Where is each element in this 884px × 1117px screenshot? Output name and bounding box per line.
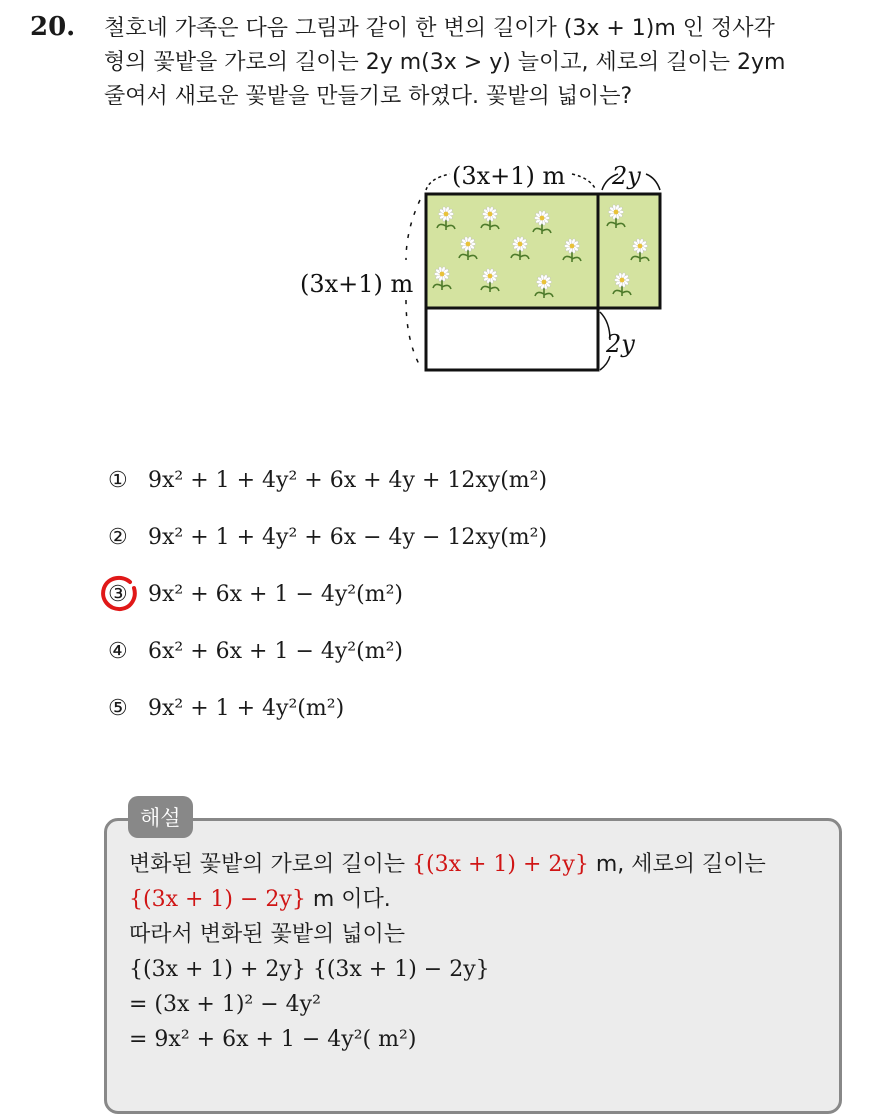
choice-1[interactable] (108, 452, 547, 509)
solution-text: 변화된 꽃밭의 가로의 길이는 (129, 852, 412, 877)
solution-line (129, 882, 766, 917)
answer-circle-mark (100, 574, 138, 612)
choice-number: ① (108, 468, 128, 493)
choice-number: ⑤ (108, 696, 128, 721)
choice-expression: 6x² + 6x + 1 − 4y²(m²) (148, 639, 403, 664)
question-text (104, 12, 864, 114)
choice-3[interactable] (108, 566, 547, 623)
top-label: (3x+1) m (452, 162, 566, 190)
left-label: (3x+1) m (300, 270, 414, 298)
solution-text: m 이다. (305, 887, 391, 912)
top-right-brace (646, 174, 660, 190)
top-brace (426, 174, 450, 190)
solution-line: 따라서 변화된 꽃밭의 넓이는 (129, 922, 406, 947)
choice-number: ④ (108, 639, 128, 664)
solution-line: {(3x + 1) + 2y} {(3x + 1) − 2y} (129, 957, 490, 982)
choice-expression: 9x² + 1 + 4y² + 6x + 4y + 12xy(m²) (148, 468, 548, 493)
solution-body (129, 847, 766, 1057)
top-right-label: 2y (612, 162, 641, 190)
solution-highlight: {(3x + 1) + 2y} (412, 852, 589, 877)
question-line: 줄여서 새로운 꽃밭을 만들기로 하였다. 꽃밭의 넓이는? (104, 84, 633, 109)
top-brace (572, 174, 596, 190)
solution-line: = (3x + 1)² − 4y² (129, 992, 321, 1017)
right-bottom-label: 2y (606, 330, 635, 358)
choice-expression: 9x² + 6x + 1 − 4y²(m²) (148, 582, 403, 607)
garden-figure (280, 150, 680, 380)
left-brace (406, 300, 420, 366)
solution-line (129, 847, 766, 882)
removed-area (426, 308, 598, 370)
choice-expression: 9x² + 1 + 4y² + 6x − 4y − 12xy(m²) (148, 525, 548, 550)
choice-number: ② (108, 525, 128, 550)
choice-5[interactable] (108, 680, 547, 737)
question-line: 철호네 가족은 다음 그림과 같이 한 변의 길이가 (3x + 1)m 인 정사각 (104, 16, 775, 41)
choice-4[interactable] (108, 623, 547, 680)
left-brace (406, 200, 420, 260)
solution-line: = 9x² + 6x + 1 − 4y²( m²) (129, 1027, 417, 1052)
choice-number: ③ (108, 582, 128, 607)
solution-text: m, 세로의 길이는 (588, 852, 766, 877)
solution-tag: 해설 (128, 796, 193, 838)
solution-highlight: {(3x + 1) − 2y} (129, 887, 306, 912)
solution-box (104, 818, 842, 1114)
right-brace (600, 356, 610, 370)
choice-expression: 9x² + 1 + 4y²(m²) (148, 696, 345, 721)
choice-2[interactable] (108, 509, 547, 566)
question-line: 형의 꽃밭을 가로의 길이는 2y m(3x > y) 늘이고, 세로의 길이는 2ym (104, 50, 786, 75)
choice-list (108, 452, 547, 737)
question-number: 20. (30, 12, 76, 42)
